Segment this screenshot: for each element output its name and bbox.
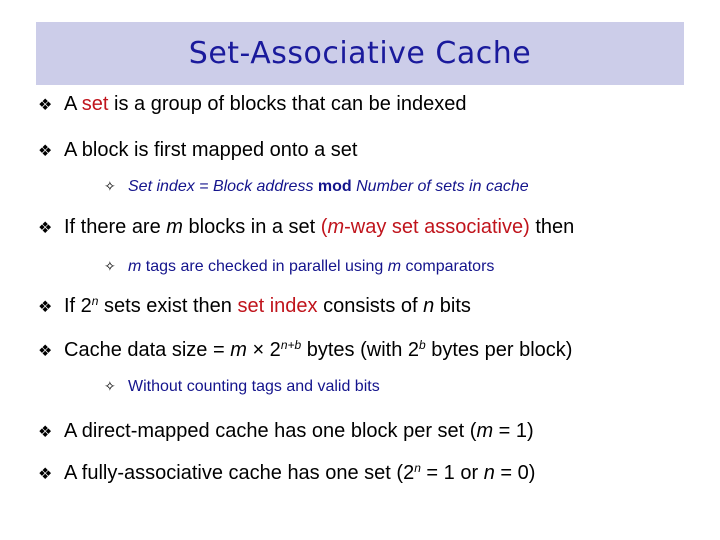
bullet-set-definition — [38, 92, 467, 118]
diamond-bullet-icon: ❖ — [38, 97, 53, 114]
diamond-bullet-icon: ❖ — [38, 143, 53, 160]
star-bullet-icon: ✧ — [104, 258, 116, 274]
text: If 2 — [64, 295, 92, 317]
text: tags are checked in parallel using — [141, 258, 388, 275]
diamond-bullet-icon: ❖ — [38, 343, 53, 360]
text: bytes (with 2 — [301, 339, 419, 361]
bullet-m-way — [38, 215, 574, 241]
diamond-bullet-icon: ❖ — [38, 466, 53, 483]
text: Number of sets in cache — [351, 178, 529, 195]
sub-bullet-without-tags — [104, 376, 380, 397]
bullet-fully-associative — [38, 461, 535, 487]
text: sets exist then — [98, 295, 238, 317]
text: A — [64, 93, 82, 115]
text: is a group of blocks that can be indexed — [108, 93, 467, 115]
text: A fully-associative cache has one set (2 — [64, 462, 415, 484]
var-m: m — [327, 216, 345, 238]
var-m: m — [387, 258, 402, 275]
text: A block is first mapped onto a set — [64, 139, 358, 161]
text: A direct-mapped cache has one block per set ( — [64, 420, 477, 442]
exp-n-plus-b: n+b — [280, 338, 302, 352]
text: Without counting tags and valid bits — [128, 378, 380, 395]
var-m: m — [476, 420, 494, 442]
text: blocks in a set — [182, 216, 321, 238]
var-m: m — [230, 339, 247, 361]
diamond-bullet-icon: ❖ — [38, 424, 53, 441]
var-n: n — [423, 295, 435, 317]
bullet-set-index-bits — [38, 294, 471, 320]
var-n: n — [483, 462, 495, 484]
exp-n: n — [91, 294, 99, 308]
text: ( — [320, 216, 328, 238]
exp-n: n — [414, 461, 421, 475]
term-m-way: -way set associative) — [344, 216, 530, 238]
term-set-index: set index — [237, 295, 318, 317]
star-bullet-icon: ✧ — [104, 378, 116, 394]
text: × 2 — [246, 339, 281, 361]
mod-operator: mod — [317, 178, 352, 195]
bullet-block-mapping — [38, 138, 358, 164]
text: = 1) — [493, 420, 534, 442]
sub-bullet-set-index — [104, 176, 529, 197]
exp-b: b — [419, 338, 426, 352]
text: bytes per block) — [425, 339, 573, 361]
diamond-bullet-icon: ❖ — [38, 220, 53, 237]
diamond-bullet-icon: ❖ — [38, 299, 53, 316]
var-m: m — [128, 258, 142, 275]
bullet-cache-size — [38, 338, 572, 364]
bullet-direct-mapped — [38, 419, 534, 445]
text: bits — [434, 295, 471, 317]
sub-bullet-tags-parallel — [104, 256, 494, 277]
term-set: set — [81, 93, 109, 115]
text: comparators — [401, 258, 495, 275]
text: then — [529, 216, 575, 238]
text: consists of — [317, 295, 424, 317]
var-m: m — [166, 216, 183, 238]
page-title: Set-Associative Cache — [188, 36, 532, 71]
text: Set index = Block address — [128, 178, 318, 195]
text: = 1 or — [420, 462, 484, 484]
star-bullet-icon: ✧ — [104, 178, 116, 194]
text: = 0) — [494, 462, 536, 484]
text: Cache data size = — [64, 339, 231, 361]
text: If there are — [64, 216, 167, 238]
title-bar — [36, 22, 684, 85]
